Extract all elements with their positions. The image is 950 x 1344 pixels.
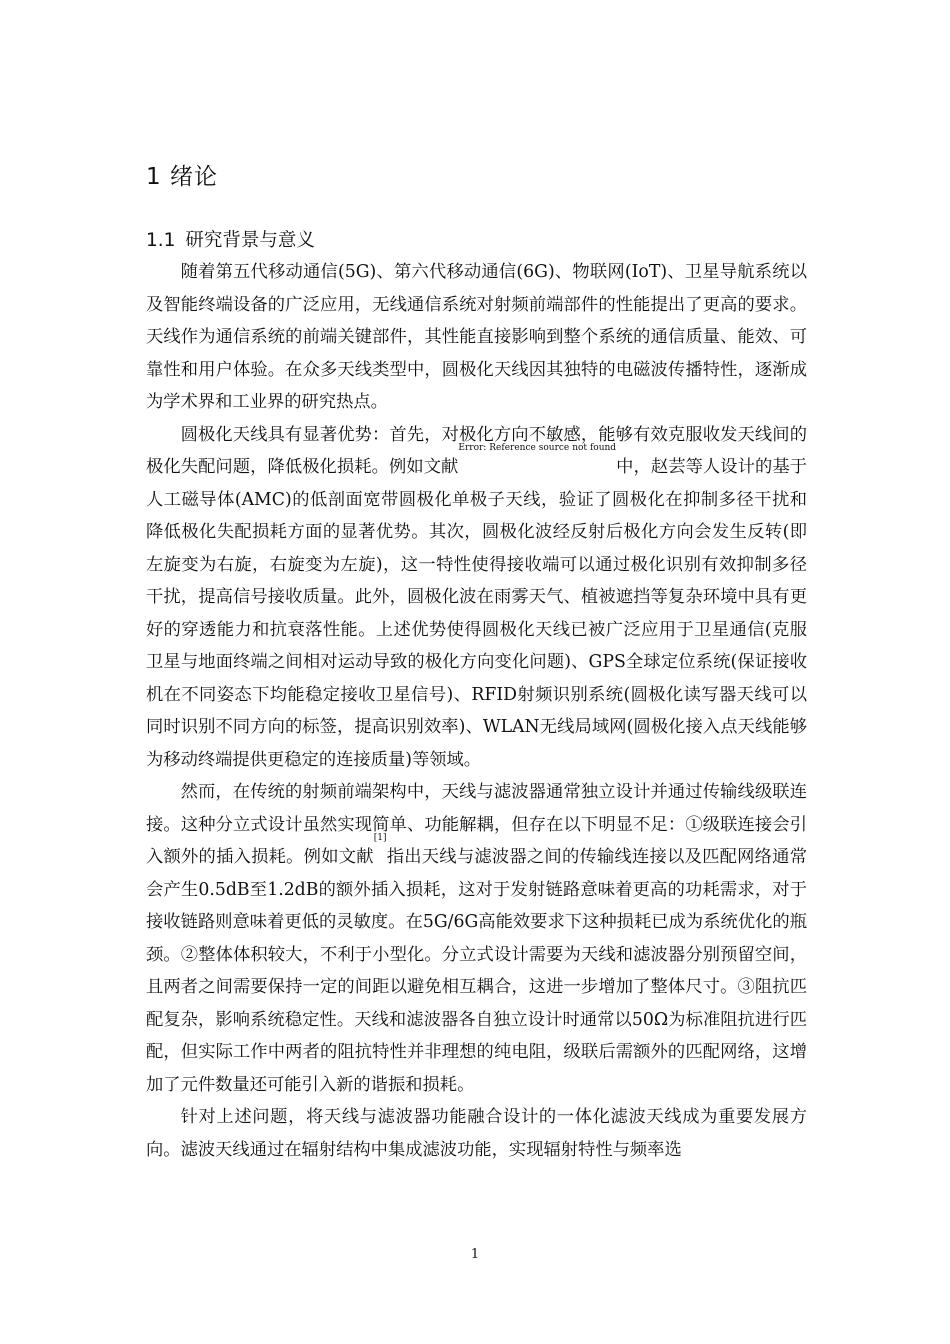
section-number: 1.1 <box>146 230 176 251</box>
paragraph-3 <box>146 776 807 1101</box>
paragraph-2-part-a: 圆极化天线具有显著优势：首先，对极化方向不敏感，能够有效克服收发天线间的极化失配问题，降低极化损耗。例如文献 <box>146 424 807 477</box>
page-number: 1 <box>470 1247 480 1262</box>
reference-citation-1[interactable]: [1] <box>373 833 387 843</box>
paragraph-4: 针对上述问题，将天线与滤波器功能融合设计的一体化滤波天线成为重要发展方向。滤波天线通过在辐射结构中集成滤波功能，实现辐射特性与频率选 <box>146 1107 807 1160</box>
chapter-title: 1 绪论 <box>146 164 218 190</box>
paragraph-2 <box>146 419 807 777</box>
body-text <box>146 256 807 1166</box>
paragraph-3-part-a: 然而，在传统的射频前端架构中，天线与滤波器通常独立设计并通过传输线级联连接。这种分立式设计虽然实现简单、功能解耦，但存在以下明显不足：①级联连接会引入额外的插入损耗。例如文献 <box>146 782 807 867</box>
paragraph-2-part-b: 中，赵芸等人设计的基于人工磁导体(AMC)的低剖面宽带圆极化单极子天线，验证了圆极化在抑制多径干扰和降低极化失配损耗方面的显著优势。其次，圆极化波经反射后极化方向会发生反转(即左旋变为右旋，右旋变为左旋)，这一特性使得接收端可以通过极化识别有效抑制多径干扰，提高信号接收质量。此外，圆极化波在雨雾天气、植被遮挡等复杂环境中具有更好的穿透能力和抗衰落性能。上述优势使得圆极化天线已被广泛应用于卫星通信(克服卫星与地面终端之间相对运动导致的极化方向变化问题)、GPS全球定位系统(保证接收机在不同姿态下均能稳定接收卫星信号)、RFID射频识别系统(圆极化读写器天线可以同时识别不同方向的标签，提高识别效率)、WLAN无线局域网(圆极化接入点天线能够为移动终端提供更稳定的连接质量)等领域。 <box>146 457 807 770</box>
paragraph-1: 随着第五代移动通信(5G)、第六代移动通信(6G)、物联网(IoT)、卫星导航系统以及智能终端设备的广泛应用，无线通信系统对射频前端部件的性能提出了更高的要求。天线作为通信系统的前端关键部件，其性能直接影响到整个系统的通信质量、能效、可靠性和用户体验。在众多天线类型中，圆极化天线因其独特的电磁波传播特性，逐渐成为学术界和工业界的研究热点。 <box>146 262 807 412</box>
paragraph-3-part-b: 指出天线与滤波器之间的传输线连接以及匹配网络通常会产生0.5dB至1.2dB的额外插入损耗，这对于发射链路意味着更高的功耗需求，对于接收链路则意味着更低的灵敏度。在5G/6G高能效要求下这种损耗已成为系统优化的瓶颈。②整体体积较大，不利于小型化。分立式设计需要为天线和滤波器分别预留空间，且两者之间需要保持一定的间距以避免相互耦合，这进一步增加了整体尺寸。③阻抗匹配复杂，影响系统稳定性。天线和滤波器各自独立设计时通常以50Ω为标准阻抗进行匹配，但实际工作中两者的阻抗特性并非理想的纯电阻，级联后需额外的匹配网络，这增加了元件数量还可能引入新的谐振和损耗。 <box>146 847 807 1095</box>
reference-error-citation[interactable]: Error: Reference source not found <box>458 443 617 453</box>
section-title: 研究背景与意义 <box>185 230 315 251</box>
section-heading <box>146 226 315 252</box>
